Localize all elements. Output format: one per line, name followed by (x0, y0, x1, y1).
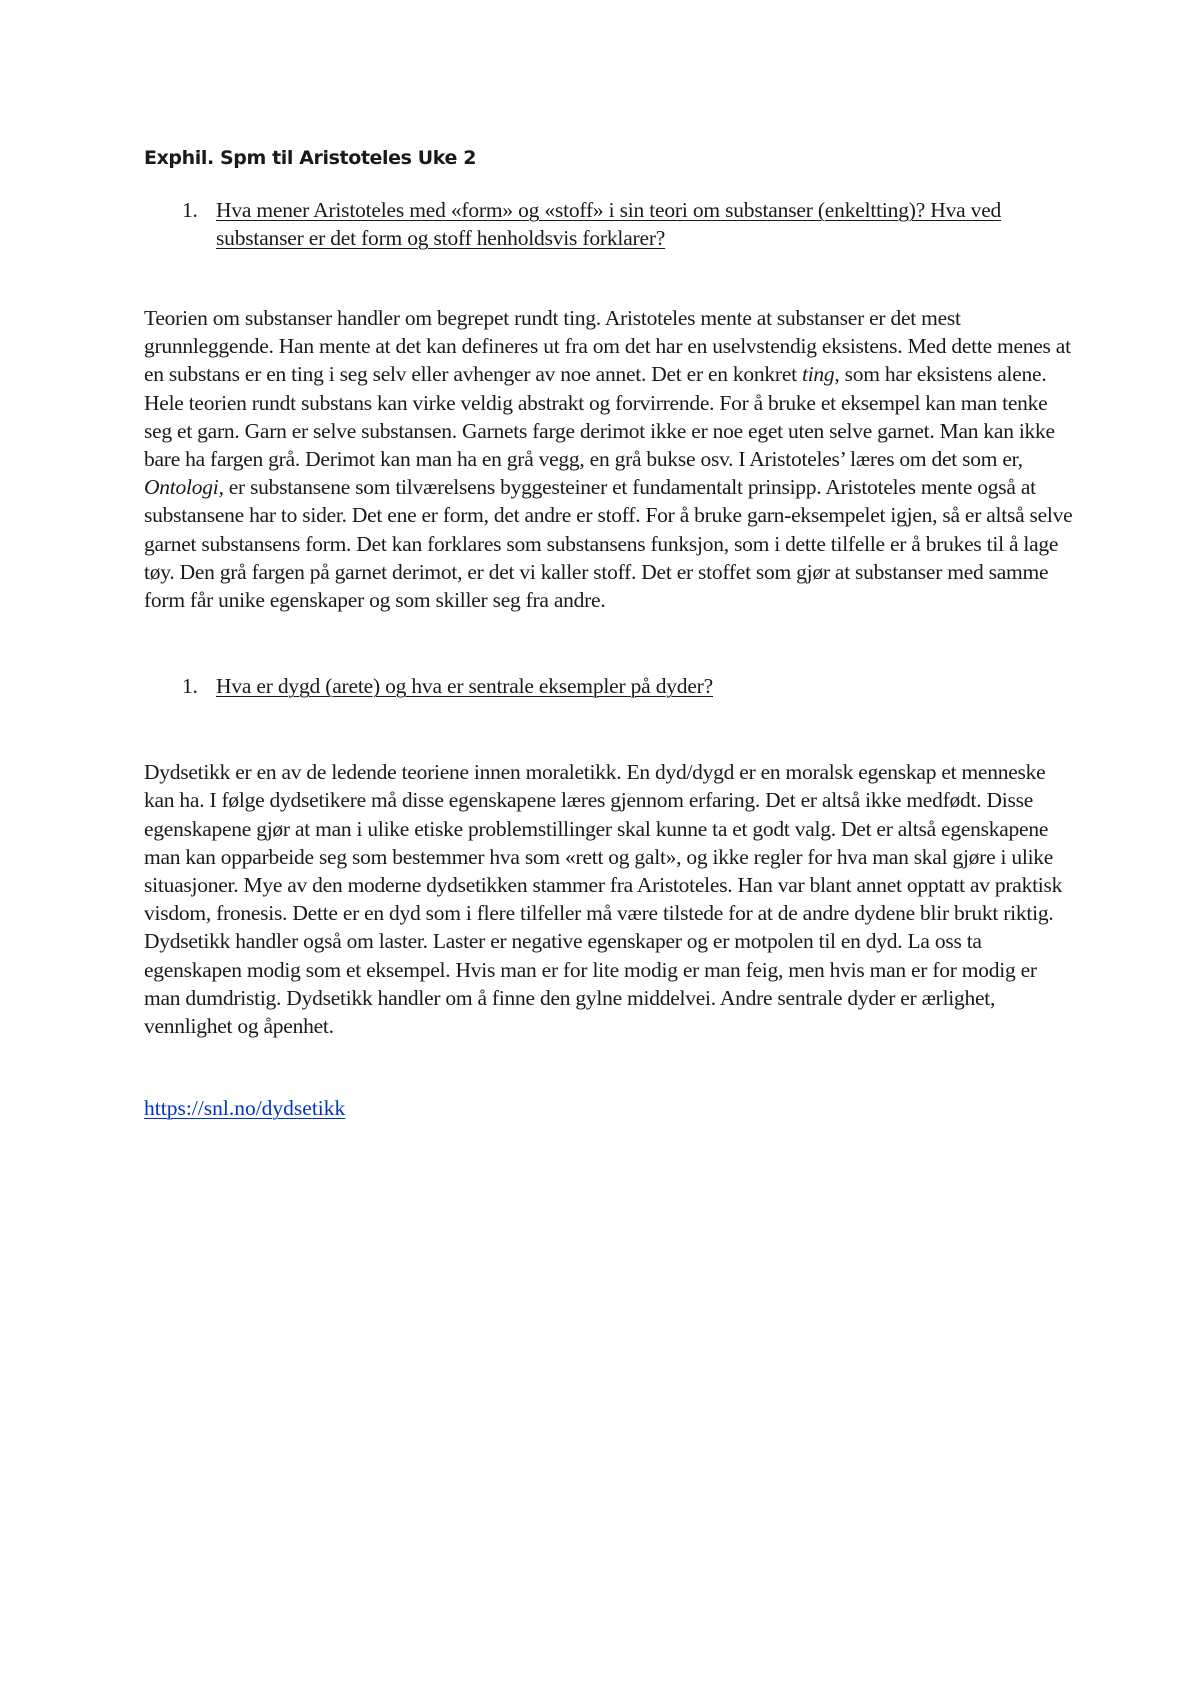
answer-1-italic-ting: ting (801, 362, 835, 387)
source-link[interactable]: https://snl.no/dydsetikk (144, 1096, 346, 1121)
question-2-number: 1. (182, 674, 198, 699)
answer-2-paragraph: Dydsetikk er en av de ledende teoriene innen moraletikk. En dyd/dygd er en moralsk egenskap et menneske kan ha. I følge dydsetikere må disse egenskapene læres gjennom erfaring. Det er altså ikke medfødt. Disse egenskapene gjør at man i ulike etiske problemstillinger skal kunne ta et godt valg. Det er altså egenskapene man kan opparbeide seg som bestemmer hva som «rett og galt», og ikke regler for hva man skal gjøre i ulike situasjoner. Mye av den moderne dydsetikken stammer fra Aristoteles. Han var blant annet opptatt av praktisk visdom, fronesis. Dette er en dyd som i flere tilfeller må være tilstede for at de andre dydene blir brukt riktig. Dydsetikk handler også om laster. Laster er negative egenskaper og er motpolen til en dyd. La oss ta egenskapen modig som et eksempel. Hvis man er for lite modig er man feig, men hvis man er for modig er man dumdristig. Dydsetikk handler om å finne den gylne middelvei. Andre sentrale dyder er ærlighet, vennlighet og åpenhet. (144, 760, 1063, 1039)
question-1-number: 1. (182, 198, 198, 222)
question-2 (144, 672, 1074, 700)
question-1 (144, 196, 1074, 252)
answer-1-paragraph (144, 304, 1074, 614)
answer-1-text-part-1: Teorien om substanser handler om begrepet rundt ting. Aristoteles mente at substanser er det mest grunnleggende. Han mente at det kan defineres ut fra om det har en uselvstendig eksistens. Med dette menes at en substans er en ting i seg selv eller avhenger av noe annet. Det er en konkret (144, 306, 1071, 387)
document-title: Exphil. Spm til Aristoteles Uke 2 (144, 147, 477, 169)
answer-1-text-part-2: , som har eksistens alene. Hele teorien rundt substans kan virke veldig abstrakt og forvirrende. For å bruke et eksempel kan man tenke seg et garn. Garn er selve substansen. Garnets farge derimot ikke er noe eget uten selve garnet. Man kan ikke bare ha fargen grå. Derimot kan man ha en grå vegg, en grå bukse osv. I Aristoteles’ læres om det som er, (144, 362, 1055, 472)
document-page (144, 140, 1074, 1121)
question-1-text: Hva mener Aristoteles med «form» og «stoff» i sin teori om substanser (enkeltting)? Hva ved substanser er det form og stoff henholdsvis forklarer? (216, 198, 1002, 250)
answer-1-text-part-3: er substansene som tilværelsens byggesteiner et fundamentalt prinsipp. Aristoteles mente også at substansene har to sider. Det ene er form, det andre er stoff. For å bruke garn-eksempelet igjen, så er altså selve garnet substansens form. Det kan forklares som substansens funksjon, som i dette tilfelle er å brukes til å lage tøy. Den grå fargen på garnet derimot, er det vi kaller stoff. Det er stoffet som gjør at substanser med samme form får unike egenskaper og som skiller seg fra andre. (144, 475, 1073, 613)
question-2-text: Hva er dygd (arete) og hva er sentrale eksempler på dyder? (216, 674, 713, 699)
answer-1-italic-ontologi: Ontologi, (144, 475, 224, 500)
